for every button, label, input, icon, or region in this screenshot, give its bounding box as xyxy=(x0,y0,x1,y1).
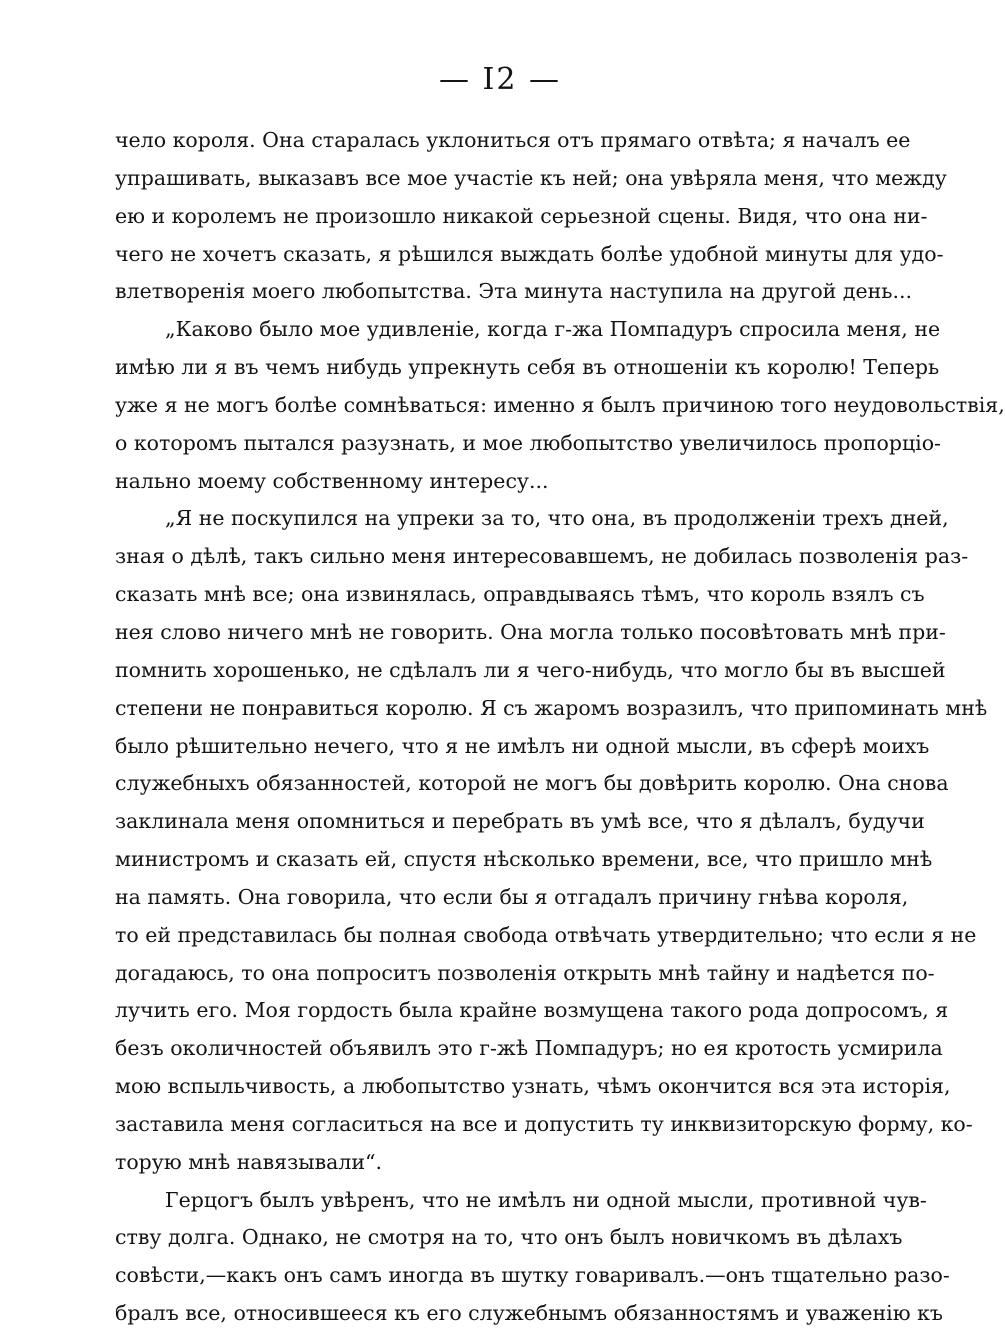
page-number: — I2 — xyxy=(438,62,561,97)
text-line: уже я не могъ болѣе сомнѣваться: именно я былъ причиною того неудовольствія, xyxy=(115,392,1005,417)
text-line: „Каково было мое удивленіе, когда г-жа Помпадуръ спросила меня, не xyxy=(165,317,941,342)
text-line: чего не хочетъ сказать, я рѣшился выждать болѣе удобной минуты для удо- xyxy=(115,241,944,266)
text-line: чело короля. Она старалась уклониться отъ прямаго отвѣта; я началъ ее xyxy=(115,128,911,152)
text-line: заклинала меня опомниться и перебрать въ умѣ все, что я дѣлалъ, будучи xyxy=(115,809,925,834)
text-line: имѣю ли я въ чемъ нибудь упрекнуть себя въ отношеніи къ королю! Теперь xyxy=(115,355,940,380)
text-line: нально моему собственному интересу... xyxy=(115,468,549,493)
text-line: ею и королемъ не произошло никакой серьезной сцены. Видя, что она ни- xyxy=(115,203,928,228)
text-line: безъ околичностей объявилъ это г-жѣ Помпадуръ; но ея кротость усмирила xyxy=(115,1036,943,1061)
text-line: влетворенія моего любопытства. Эта минута наступила на другой день... xyxy=(115,279,912,304)
text-line: о которомъ пытался разузнать, и мое любопытство увеличилось пропорціо- xyxy=(115,430,941,455)
text-line: упрашивать, выказавъ все мое участіе къ ней; она увѣряла меня, что между xyxy=(115,165,947,190)
text-line: нея слово ничего мнѣ не говорить. Она могла только посовѣтовать мнѣ при- xyxy=(115,619,946,644)
text-line: Герцогъ былъ увѣренъ, что не имѣлъ ни одной мысли, противной чув- xyxy=(165,1187,927,1212)
text-line: лучить его. Моя гордость была крайне возмущена такого рода допросомъ, я xyxy=(115,998,949,1023)
text-line: „Я не поскупился на упреки за то, что она, въ продолженіи трехъ дней, xyxy=(165,506,949,531)
text-line: бралъ все, относившееся къ его служебнымъ обязанностямъ и уваженію къ xyxy=(115,1301,943,1326)
text-line: торую мнѣ навязывали“. xyxy=(115,1149,383,1174)
text-line: служебныхъ обязанностей, которой не могъ бы довѣрить королю. Она снова xyxy=(115,771,949,796)
text-line: догадаюсь, то она попроситъ позволенія открыть мнѣ тайну и надѣется по- xyxy=(115,960,935,985)
text-line: заставила меня согласиться на все и допустить ту инквизиторскую форму, ко- xyxy=(115,1111,973,1136)
text-line: сказать мнѣ все; она извинялась, оправдываясь тѣмъ, что король взялъ съ xyxy=(115,582,925,607)
text-line: на память. Она говорила, что если бы я отгадалъ причину гнѣва короля, xyxy=(115,884,909,909)
text-line: то ей представилась бы полная свобода отвѣчать утвердительно; что если я не xyxy=(115,922,977,947)
text-line: зная о дѣлѣ, такъ сильно меня интересовавшемъ, не добилась позволенія раз- xyxy=(115,544,969,569)
text-line: помнить хорошенько, не сдѣлалъ ли я чего-нибудь, что могло бы въ высшей xyxy=(115,657,946,682)
text-line: степени не понравиться королю. Я съ жаромъ возразилъ, что припоминать мнѣ xyxy=(115,695,988,720)
text-line: министромъ и сказать ей, спустя нѣсколько времени, все, что пришло мнѣ xyxy=(115,847,933,872)
text-line: мою вспыльчивость, а любопытство узнать, чѣмъ окончится вся эта исторія, xyxy=(115,1074,951,1099)
text-line: совѣсти,—какъ онъ самъ иногда въ шутку говаривалъ.—онъ тщательно разо- xyxy=(115,1263,950,1288)
text-line: было рѣшительно нечего, что я не имѣлъ ни одной мысли, въ сферѣ моихъ xyxy=(115,733,930,758)
body-text xyxy=(115,122,1005,1333)
text-line: ству долга. Однако, не смотря на то, что онъ былъ новичкомъ въ дѣлахъ xyxy=(115,1225,903,1250)
